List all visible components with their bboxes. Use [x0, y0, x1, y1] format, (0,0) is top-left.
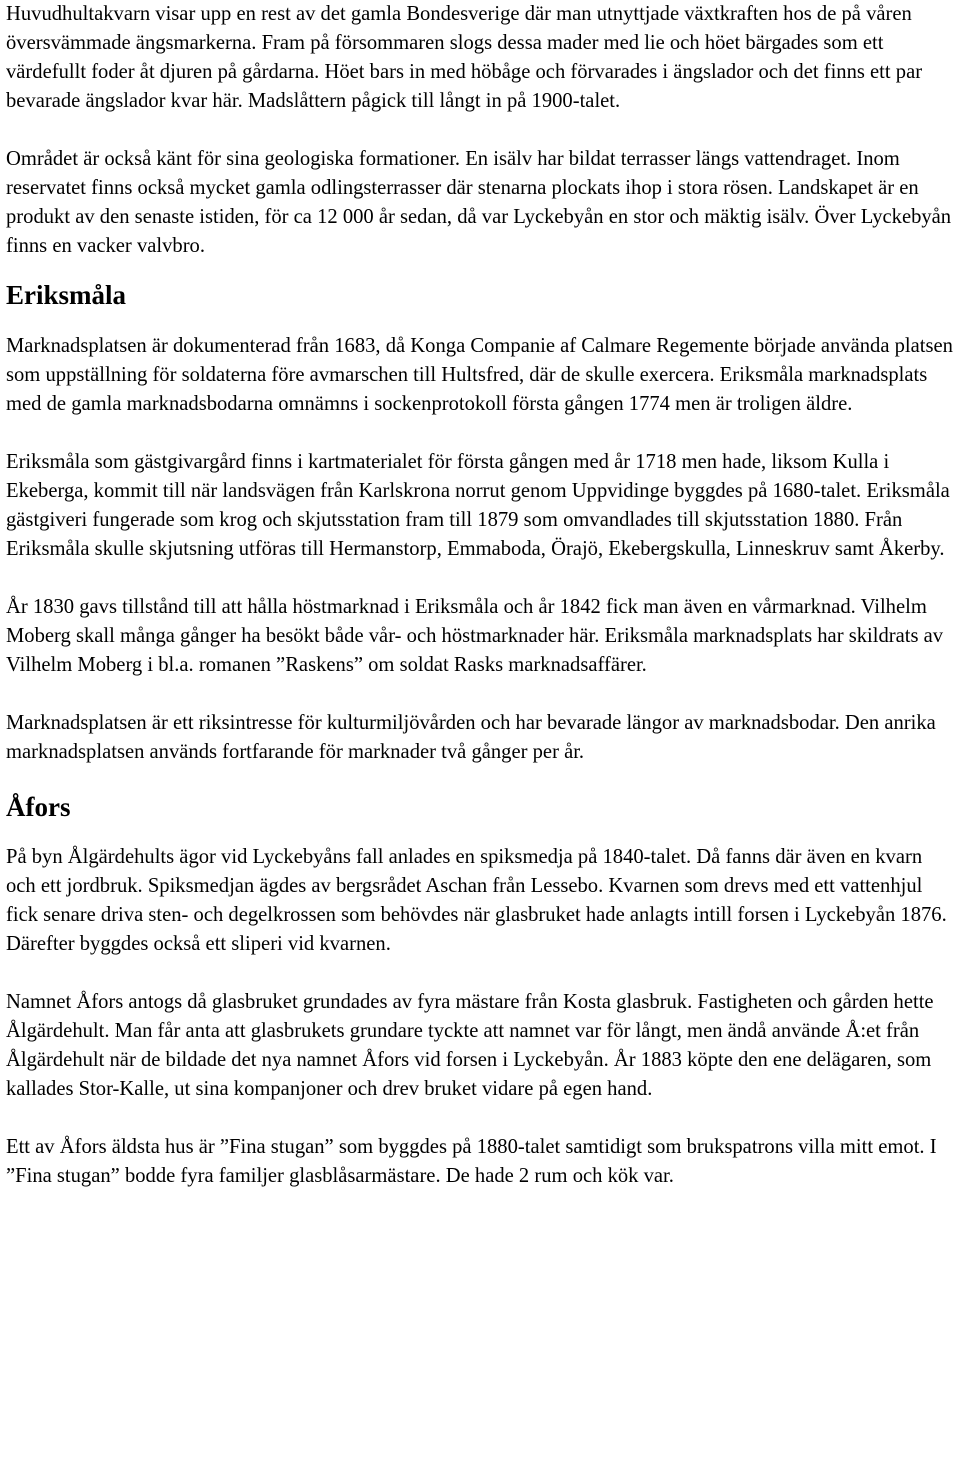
paragraph-huvudhultakvarn: Huvudhultakvarn visar upp en rest av det gamla Bondesverige där man utnyttjade växtkraften hos de på våren översvämmade ängsmarkerna. Fram på försommaren slogs dessa mader med lie och höet bärgades som ett värdefullt foder åt djuren på gårdarna. Höet bars in med höbåge och förvarades i ängslador och det finns ett par bevarade ängslador kvar här. Madslåttern pågick till långt in på 1900-talet.	[6, 3, 923, 112]
paragraph-gap	[6, 1104, 956, 1133]
paragraph-gap	[6, 419, 956, 448]
document-page	[6, 0, 956, 1191]
paragraph-gap	[6, 959, 956, 988]
paragraph-namnet-afors: Namnet Åfors antogs då glasbruket grundades av fyra mästare från Kosta glasbruk. Fastigheten och gården hette Ålgärdehult. Man får anta att glasbrukets grundare tyckte att namnet var för långt, men ändå använde Å:et från Ålgärdehult när de bildade det nya namnet Åfors vid forsen i Lyckebyån. År 1883 köpte den ene delägaren, som kallades Stor-Kalle, ut sina kompanjoner och drev bruket vidare på egen hand.	[6, 991, 934, 1100]
section-afors	[6, 787, 956, 1191]
paragraph-spiksmedja: På byn Ålgärdehults ägor vid Lyckebyåns fall anlades en spiksmedja på 1840-talet. Då fanns där även en kvarn och ett jordbruk. Spiksmedjan ägdes av bergsrådet Aschan från Lessebo. Kvarnen som drevs med ett vattenhjul fick senare driva sten- och degelkrossen som behövdes när glasbruket hade anlagts intill forsen i Lyckebyån 1876. Därefter byggdes också ett sliperi vid kvarnen.	[6, 846, 947, 955]
section-eriksmala	[6, 275, 956, 767]
heading-eriksmala: Eriksmåla	[6, 280, 127, 310]
paragraph-gastgivargard: Eriksmåla som gästgivargård finns i kartmaterialet för första gången med år 1718 men hade, liksom Kulla i Ekeberga, kommit till när landsvägen från Karlskrona norrut genom Uppvidinge byggdes på 1680-talet. Eriksmåla gästgiveri fungerade som krog och skjutsstation fram till 1879 som omvandlades till skjutsstation 1880. Från Eriksmåla skulle skjutsning utföras till Hermanstorp, Emmaboda, Örajö, Ekebergskulla, Linneskruv samt Åkerby.	[6, 451, 950, 560]
paragraph-riksintresse: Marknadsplatsen är ett riksintresse för kulturmiljövården och har bevarade längor av marknadsbodar. Den anrika marknadsplatsen används fortfarande för marknader två gånger per år.	[6, 712, 936, 763]
section-intro	[6, 0, 956, 261]
paragraph-gap	[6, 680, 956, 709]
paragraph-hostmarknad: År 1830 gavs tillstånd till att hålla höstmarknad i Eriksmåla och år 1842 fick man även en vårmarknad. Vilhelm Moberg skall många gånger ha besökt både vår- och höstmarknader här. Eriksmåla marknadsplats har skildrats av Vilhelm Moberg i bl.a. romanen ”Raskens” om soldat Rasks marknadsaffärer.	[6, 596, 944, 676]
paragraph-geologi: Området är också känt för sina geologiska formationer. En isälv har bildat terrasser längs vattendraget. Inom reservatet finns också mycket gamla odlingsterrasser där stenarna plockats ihop i stora rösen. Landskapet är en produkt av den senaste istiden, för ca 12 000 år sedan, då var Lyckebyån en stor och mäktig isälv. Över Lyckebyån finns en vacker valvbro.	[6, 148, 952, 257]
paragraph-gap	[6, 564, 956, 593]
paragraph-marknadsplatsen-dokumenterad: Marknadsplatsen är dokumenterad från 1683, då Konga Companie af Calmare Regemente började använda platsen som uppställning för soldaterna före avmarschen till Hultsfred, där de skulle exercera. Eriksmåla marknadsplats med de gamla marknadsbodarna omnämns i sockenprotokoll första gången 1774 men är troligen äldre.	[6, 335, 953, 415]
paragraph-fina-stugan: Ett av Åfors äldsta hus är ”Fina stugan” som byggdes på 1880-talet samtidigt som brukspatrons villa mitt emot. I ”Fina stugan” bodde fyra familjer glasblåsarmästare. De hade 2 rum och kök var.	[6, 1136, 937, 1187]
heading-afors: Åfors	[6, 792, 71, 822]
paragraph-gap	[6, 116, 956, 145]
